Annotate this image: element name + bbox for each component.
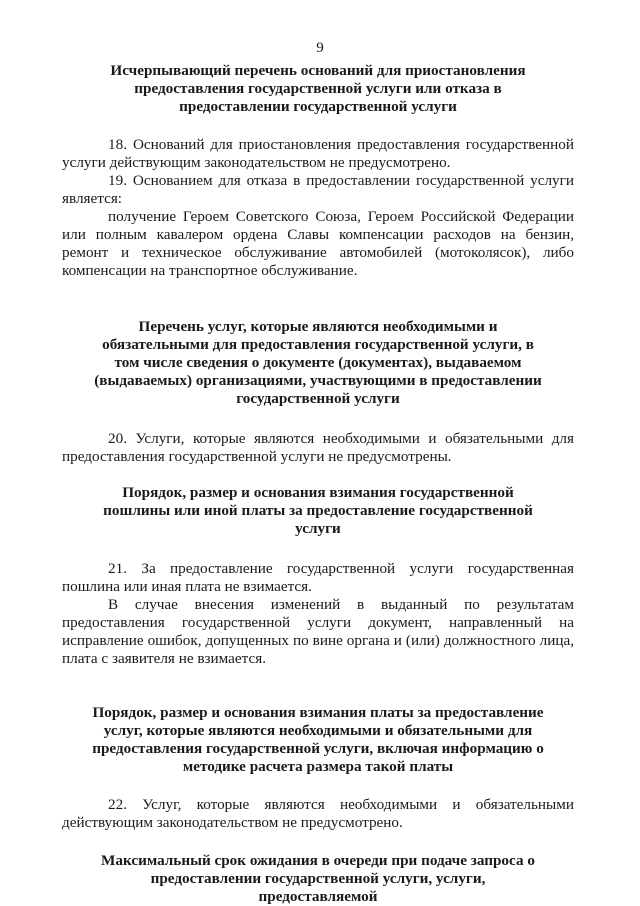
paragraph-21-detail: В случае внесения изменений в выданный по результатам предоставления государственной услуги документ, направленный на исправление ошибок, допущенных по вине органа и (или) должностного лица, плата с заявителя не взимается. xyxy=(62,596,574,667)
paragraph-21: 21. За предоставление государственной услуги государственная пошлина или иная плата не взимается. xyxy=(62,560,574,595)
section-heading-suspension-grounds: Исчерпывающий перечень оснований для приостановления предоставления государственной услуги или отказа в предоставлении государственной услуги xyxy=(110,62,526,115)
section-heading-queue-time: Максимальный срок ожидания в очереди при подаче запроса о предоставлении государственной услуги, услуги, предоставляемой xyxy=(101,852,535,905)
section-heading-service-fees: Порядок, размер и основания взимания платы за предоставление услуг, которые являются необходимыми и обязательными для предоставления государственной услуги, включая информацию о методике расчета размера такой платы xyxy=(92,704,544,775)
paragraph-20: 20. Услуги, которые являются необходимыми и обязательными для предоставления государственной услуги не предусмотрены. xyxy=(62,430,574,465)
paragraph-19: 19. Основанием для отказа в предоставлении государственной услуги является: xyxy=(62,172,574,207)
section-heading-required-services: Перечень услуг, которые являются необходимыми и обязательными для предоставления государственной услуги, в том числе сведения о документе (документах), выдаваемом (выдаваемых) организациями, участвующими в предоставлении государственной услуги xyxy=(94,318,542,407)
paragraph-19-detail: получение Героем Советского Союза, Героем Российской Федерации или полным кавалером ордена Славы компенсации расходов на бензин, ремонт и техническое обслуживание автомобилей (мотоколясок), либо компенсации на транспортное обслуживание. xyxy=(62,208,574,279)
section-heading-state-fee: Порядок, размер и основания взимания государственной пошлины или иной платы за предоставление государственной услуги xyxy=(103,484,533,537)
page-number: 9 xyxy=(316,40,324,56)
document-body xyxy=(62,62,574,906)
paragraph-18: 18. Оснований для приостановления предоставления государственной услуги действующим законодательством не предусмотрено. xyxy=(62,136,574,171)
paragraph-22: 22. Услуг, которые являются необходимыми и обязательными действующим законодательством не предусмотрено. xyxy=(62,796,574,831)
